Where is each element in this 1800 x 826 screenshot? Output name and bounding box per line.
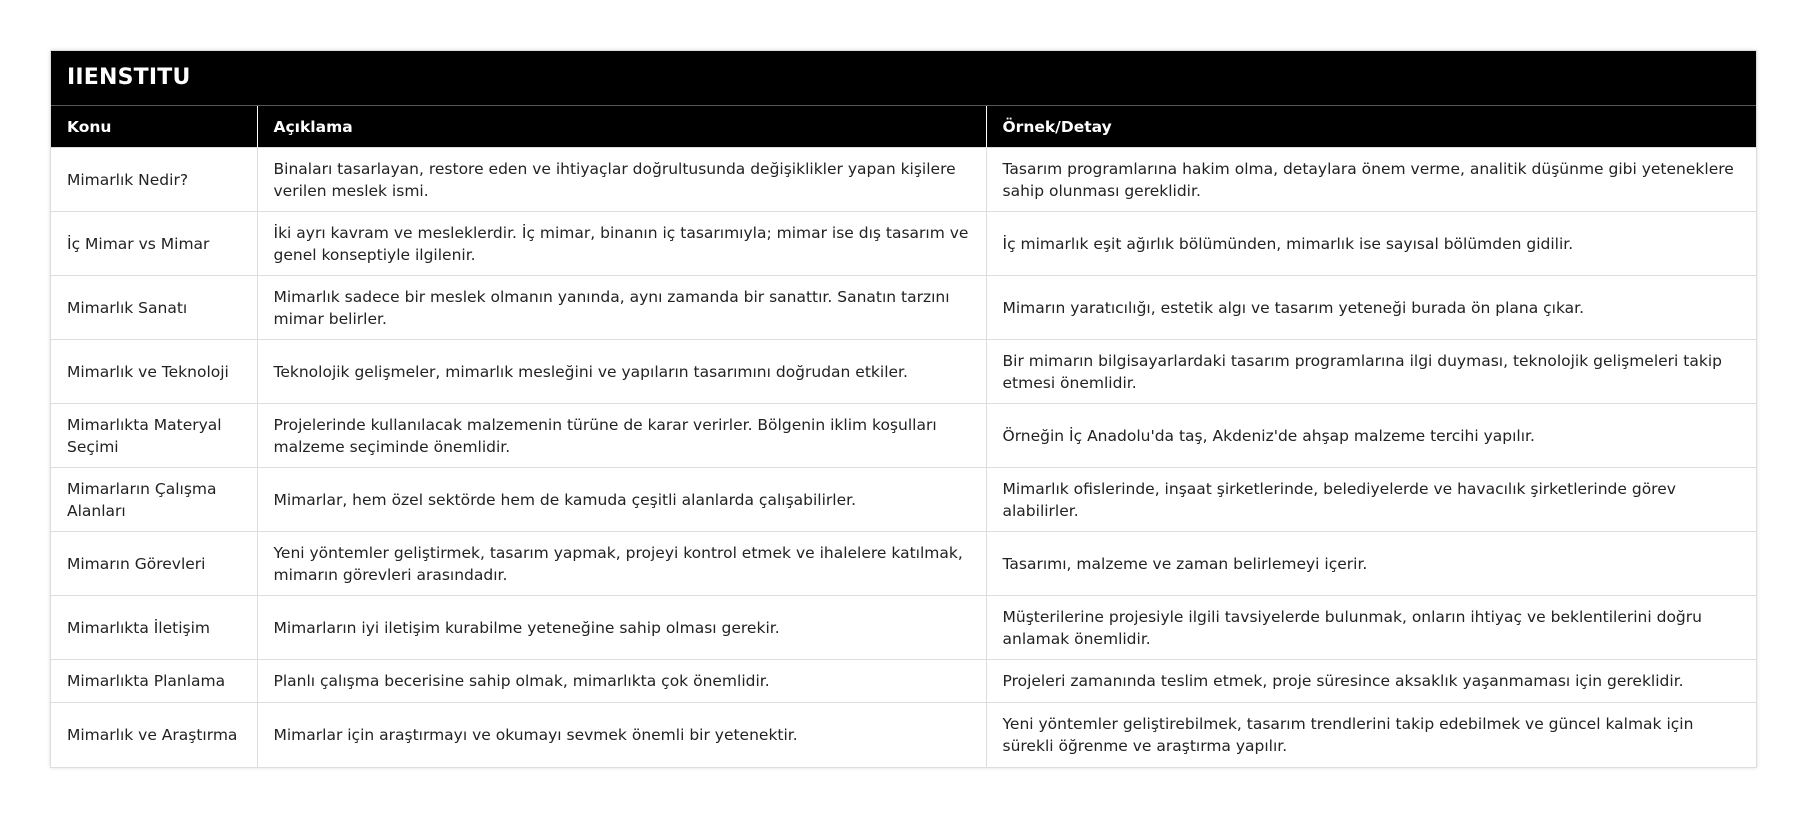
cell-konu: Mimarlıkta Planlama [51, 660, 257, 703]
cell-ornek-detay: Projeleri zamanında teslim etmek, proje süresince aksaklık yaşanmaması için gereklidir. [986, 660, 1756, 703]
cell-aciklama: Binaları tasarlayan, restore eden ve ihtiyaçlar doğrultusunda değişiklikler yapan kişilere verilen meslek ismi. [257, 148, 986, 212]
table-row [51, 340, 1756, 404]
cell-aciklama: Teknolojik gelişmeler, mimarlık mesleğini ve yapıların tasarımını doğrudan etkiler. [257, 340, 986, 404]
cell-konu: Mimarlık Nedir? [51, 148, 257, 212]
table-row [51, 276, 1756, 340]
table-row [51, 532, 1756, 596]
cell-konu: Mimarlıkta İletişim [51, 596, 257, 660]
table-row [51, 404, 1756, 468]
cell-ornek-detay: İç mimarlık eşit ağırlık bölümünden, mimarlık ise sayısal bölümden gidilir. [986, 212, 1756, 276]
table-card [50, 50, 1757, 768]
data-table [51, 105, 1756, 767]
cell-konu: Mimarlıkta Materyal Seçimi [51, 404, 257, 468]
cell-ornek-detay: Müşterilerine projesiyle ilgili tavsiyelerde bulunmak, onların ihtiyaç ve beklentilerini doğru anlamak önemlidir. [986, 596, 1756, 660]
cell-ornek-detay: Tasarımı, malzeme ve zaman belirlemeyi içerir. [986, 532, 1756, 596]
table-row [51, 212, 1756, 276]
table-row [51, 148, 1756, 212]
cell-ornek-detay: Yeni yöntemler geliştirebilmek, tasarım trendlerini takip edebilmek ve güncel kalmak için sürekli öğrenme ve araştırma yapılır. [986, 703, 1756, 767]
cell-konu: İç Mimar vs Mimar [51, 212, 257, 276]
column-header-ornek-detay: Örnek/Detay [986, 106, 1756, 148]
cell-konu: Mimarlık ve Teknoloji [51, 340, 257, 404]
cell-aciklama: Mimarlar, hem özel sektörde hem de kamuda çeşitli alanlarda çalışabilirler. [257, 468, 986, 532]
table-row [51, 703, 1756, 767]
cell-ornek-detay: Mimarın yaratıcılığı, estetik algı ve tasarım yeteneği burada ön plana çıkar. [986, 276, 1756, 340]
cell-ornek-detay: Bir mimarın bilgisayarlardaki tasarım programlarına ilgi duyması, teknolojik gelişmeleri takip etmesi önemlidir. [986, 340, 1756, 404]
cell-aciklama: Mimarlar için araştırmayı ve okumayı sevmek önemli bir yetenektir. [257, 703, 986, 767]
header-row [51, 106, 1756, 148]
column-header-aciklama: Açıklama [257, 106, 986, 148]
cell-aciklama: Yeni yöntemler geliştirmek, tasarım yapmak, projeyi kontrol etmek ve ihalelere katılmak, mimarın görevleri arasındadır. [257, 532, 986, 596]
cell-aciklama: Planlı çalışma becerisine sahip olmak, mimarlıkta çok önemlidir. [257, 660, 986, 703]
table-row [51, 596, 1756, 660]
cell-ornek-detay: Örneğin İç Anadolu'da taş, Akdeniz'de ahşap malzeme tercihi yapılır. [986, 404, 1756, 468]
cell-konu: Mimarlık Sanatı [51, 276, 257, 340]
table-row [51, 660, 1756, 703]
cell-aciklama: Projelerinde kullanılacak malzemenin türüne de karar verirler. Bölgenin iklim koşulları malzeme seçiminde önemlidir. [257, 404, 986, 468]
column-header-konu: Konu [51, 106, 257, 148]
table-row [51, 468, 1756, 532]
cell-konu: Mimarların Çalışma Alanları [51, 468, 257, 532]
cell-ornek-detay: Tasarım programlarına hakim olma, detaylara önem verme, analitik düşünme gibi yeteneklere sahip olunması gereklidir. [986, 148, 1756, 212]
cell-konu: Mimarın Görevleri [51, 532, 257, 596]
table-title: IIENSTITU [51, 51, 1756, 105]
cell-ornek-detay: Mimarlık ofislerinde, inşaat şirketlerinde, belediyelerde ve havacılık şirketlerinde görev alabilirler. [986, 468, 1756, 532]
cell-aciklama: Mimarlık sadece bir meslek olmanın yanında, aynı zamanda bir sanattır. Sanatın tarzını mimar belirler. [257, 276, 986, 340]
cell-aciklama: Mimarların iyi iletişim kurabilme yeteneğine sahip olması gerekir. [257, 596, 986, 660]
cell-aciklama: İki ayrı kavram ve mesleklerdir. İç mimar, binanın iç tasarımıyla; mimar ise dış tasarım ve genel konseptiyle ilgilenir. [257, 212, 986, 276]
cell-konu: Mimarlık ve Araştırma [51, 703, 257, 767]
